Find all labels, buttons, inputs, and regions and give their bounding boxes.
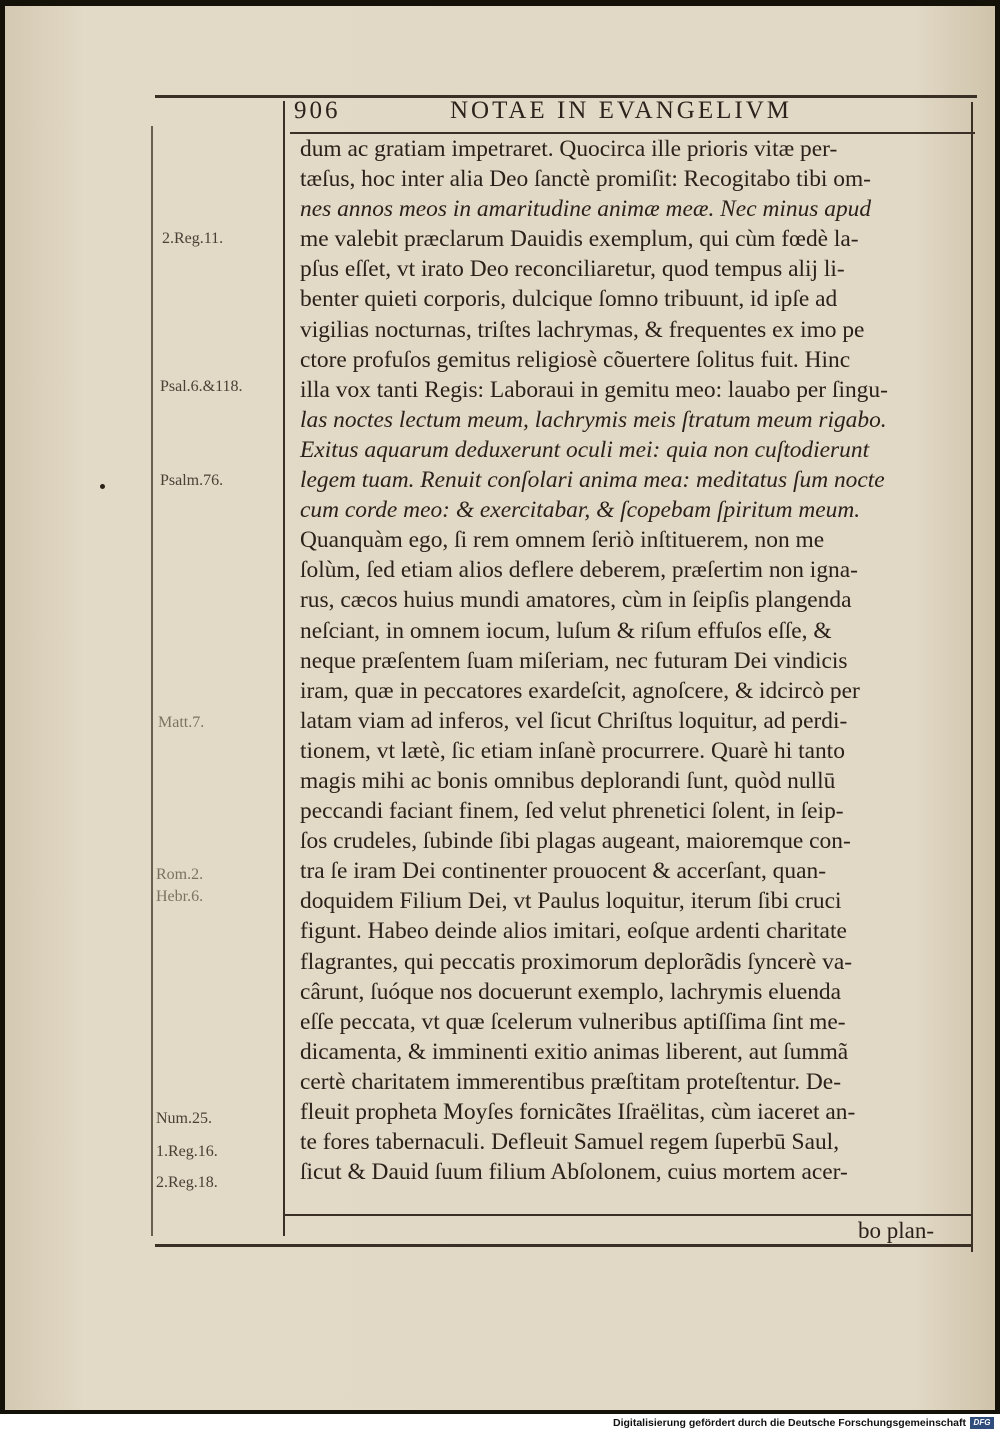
text-line: cârunt, ſuóque nos docuerunt exemplo, lachrymis eluenda [300, 978, 842, 1005]
text-line: ſicut & Dauid ſuum filium Abſolonem, cuius mortem acer- [300, 1159, 848, 1186]
running-head [290, 95, 890, 131]
page-title: NOTAE IN EVANGELIVM [450, 97, 792, 124]
text-line: Quanquàm ego, ſi rem omnem ſeriò inſtituerem, non me [300, 527, 825, 554]
text-line: neſciant, in omnem iocum, luſum & riſum effuſos eſſe, & [300, 617, 832, 644]
text-line: me valebit præclarum Dauidis exemplum, qui cùm fœdè la- [300, 226, 859, 253]
catchword: bo plan- [858, 1218, 935, 1243]
text-line: flagrantes, qui peccatis proximorum deplorãdis ſyncerè va- [300, 948, 853, 975]
text-line: ctore profuſos gemitus religiosè cõuertere ſolitus fuit. Hinc [300, 346, 851, 373]
bottom-rule [285, 1214, 973, 1216]
text-line: fleuit propheta Moyſes fornicãtes Iſraëlitas, cùm iaceret an- [300, 1099, 856, 1125]
text-line: pſus eſſet, vt irato Deo reconciliaretur, quod tempus alij li- [300, 256, 845, 283]
text-line: dicamenta, & imminenti exitio animas liberent, aut ſummã [300, 1038, 849, 1065]
text-line: eſſe peccata, vt quæ ſcelerum vulneribus aptiſſima ſint me- [300, 1008, 846, 1035]
text-line: ſos crudeles, ſubinde ſibi plagas augeant, maioremque con- [300, 828, 851, 855]
text-line: ſolùm, ſed etiam alios deflere deberem, præſertim non igna- [300, 557, 858, 584]
dfg-logo-icon: DFG [970, 1417, 994, 1429]
text-line: rus, cæcos huius mundi amatores, cùm in ſeipſis plangenda [300, 587, 852, 614]
margin-note: Matt.7. [158, 714, 205, 731]
text-line: nes annos meos in amaritudine animæ meæ. Nec minus apud [300, 196, 872, 223]
text-line: vigilias nocturnas, triſtes lachrymas, & frequentes ex imo pe [300, 316, 865, 343]
page-number: 906 [294, 97, 341, 124]
funding-credit: Digitalisierung gefördert durch die Deutsche Forschungsgemeinschaft [613, 1417, 966, 1429]
text-line: peccandi faciant finem, ſed velut phrenetici ſolent, in ſeip- [300, 798, 844, 825]
text-line: neque præſentem ſuam miſeriam, nec futuram Dei vindicis [300, 647, 848, 674]
text-line: certè charitatem immerentibus præſtitam proteſtentur. De- [300, 1068, 842, 1095]
margin-note: 2.Reg.11. [162, 230, 224, 247]
text-line: cum corde meo: & exercitabar, & ſcopebam ſpiritum meum. [300, 497, 861, 524]
margin-note: Num.25. [156, 1110, 212, 1127]
text-line: Exitus aquarum deduxerunt oculi mei: quia non cuſtodierunt [300, 436, 870, 463]
text-line: tionem, vt lætè, ſic etiam inſanè procurrere. Quarè hi tanto [300, 737, 845, 764]
text-line: tra ſe iram Dei continenter prouocent & accerſant, quan- [300, 858, 826, 885]
text-line: magis mihi ac bonis omnibus deplorandi ſunt, quòd nullū [300, 767, 836, 794]
text-line: legem tuam. Renuit conſolari anima mea: meditatus ſum nocte [300, 467, 885, 494]
margin-note: 1.Reg.16. [156, 1143, 218, 1160]
footer-bar [0, 1414, 1000, 1433]
margin-note: Rom.2. [156, 866, 204, 883]
ornament-dot [100, 484, 105, 489]
margin-note: Psalm.76. [160, 472, 224, 489]
column-divider [283, 101, 285, 1236]
text-line: doquidem Filium Dei, vt Paulus loquitur, iterum ſibi cruci [300, 888, 842, 915]
body-text [300, 134, 970, 1187]
text-line: latam viam ad inferos, vel ſicut Chriſtus loquitur, ad perdi- [300, 707, 848, 734]
margin-notes [150, 0, 280, 1300]
text-line: figunt. Habeo deinde alios imitari, eoſque ardenti charitate [300, 918, 847, 945]
text-line: iram, quæ in peccatores exardeſcit, agnoſcere, & idcircò per [300, 677, 860, 704]
margin-note: 2.Reg.18. [156, 1174, 218, 1191]
right-border-rule [971, 102, 973, 1252]
text-line: tæſus, hoc inter alia Deo ſanctè promiſit: Recogitabo tibi om- [300, 166, 871, 193]
text-line: dum ac gratiam impetraret. Quocirca ille prioris vitæ per- [300, 136, 838, 162]
text-line: illa vox tanti Regis: Laboraui in gemitu meo: lauabo per ſingu- [300, 376, 888, 403]
margin-note: Psal.6.&118. [160, 378, 243, 395]
margin-note: Hebr.6. [156, 888, 204, 905]
text-line: las noctes lectum meum, lachrymis meis ſtratum meum rigabo. [300, 406, 887, 433]
text-line: benter quieti corporis, dulcique ſomno tribuunt, id ipſe ad [300, 286, 838, 313]
text-line: te fores tabernaculi. Defleuit Samuel regem ſuperbū Saul, [300, 1129, 840, 1156]
